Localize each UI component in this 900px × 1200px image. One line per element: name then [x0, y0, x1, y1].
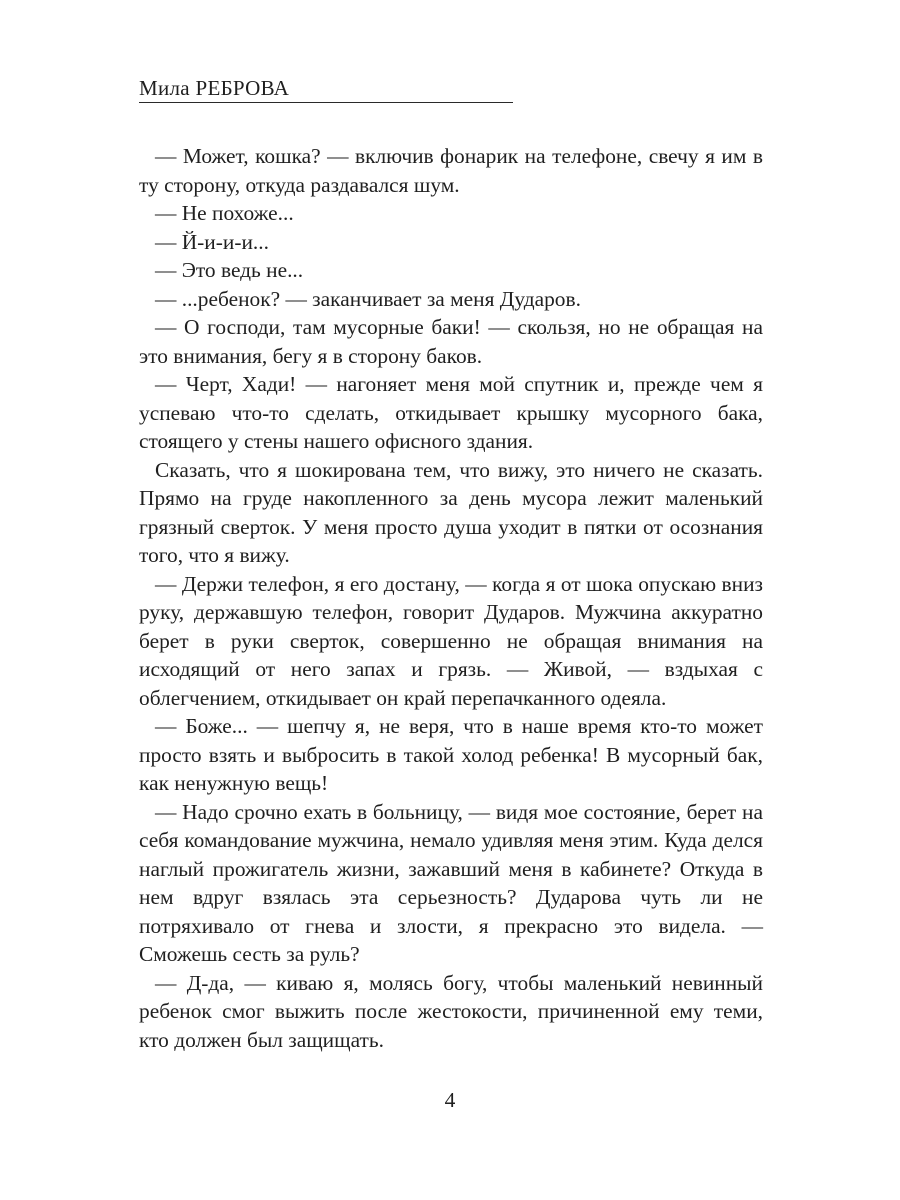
running-title: Мила РЕБРОВА	[139, 76, 290, 100]
paragraph: — Надо срочно ехать в больницу, — видя мое состояние, берет на себя командование мужчина, немало удивляя меня этим. Куда делся наглый прожигатель жизни, зажавший меня в кабинете? Откуда в нем вдруг взялась эта серьезность? Дударова чуть ли не потряхивало от гнева и злости, я прекрасно это видела. — Сможешь сесть за руль?	[139, 799, 763, 966]
paragraph: — Это ведь не...	[155, 258, 304, 282]
running-header	[139, 74, 513, 103]
paragraph: — ...ребенок? — заканчивает за меня Дударов.	[155, 286, 581, 311]
paragraph: — Й-и-и-и...	[155, 229, 269, 254]
paragraph: — О господи, там мусорные баки! — скользя, но не обращая на это внимания, бегу я в сторону баков.	[139, 315, 763, 368]
page-number: 4	[444, 1088, 456, 1112]
paragraph: Сказать, что я шокирована тем, что вижу, это ничего не сказать. Прямо на груде накопленного за день мусора лежит маленький грязный сверток. У меня просто душа уходит в пятки от осознания того, что я вижу.	[139, 457, 763, 567]
body-text	[139, 142, 763, 1054]
paragraph: — Боже... — шепчу я, не веря, что в наше время кто-то может просто взять и выбросить в такой холод ребенка! В мусорный бак, как ненужную вещь!	[139, 714, 763, 795]
paragraph: — Может, кошка? — включив фонарик на телефоне, свечу я им в ту сторону, откуда раздавался шум.	[139, 144, 763, 197]
paragraph: — Не похоже...	[155, 201, 294, 225]
paragraph: — Д-да, — киваю я, молясь богу, чтобы маленький невинный ребенок смог выжить после жестокости, причиненной ему теми, кто должен был защищать.	[139, 970, 763, 1052]
paragraph: — Черт, Хади! — нагоняет меня мой спутник и, прежде чем я успеваю что-то сделать, откидывает крышку мусорного бака, стоящего у стены нашего офисного здания.	[139, 372, 763, 453]
paragraph: — Держи телефон, я его достану, — когда я от шока опускаю вниз руку, державшую телефон, говорит Дударов. Мужчина аккуратно берет в руки сверток, совершенно не обращая внимания на исходящий от него запах и грязь. — Живой, — вздыхая с облегчением, откидывает он край перепачканного одеяла.	[139, 571, 763, 710]
